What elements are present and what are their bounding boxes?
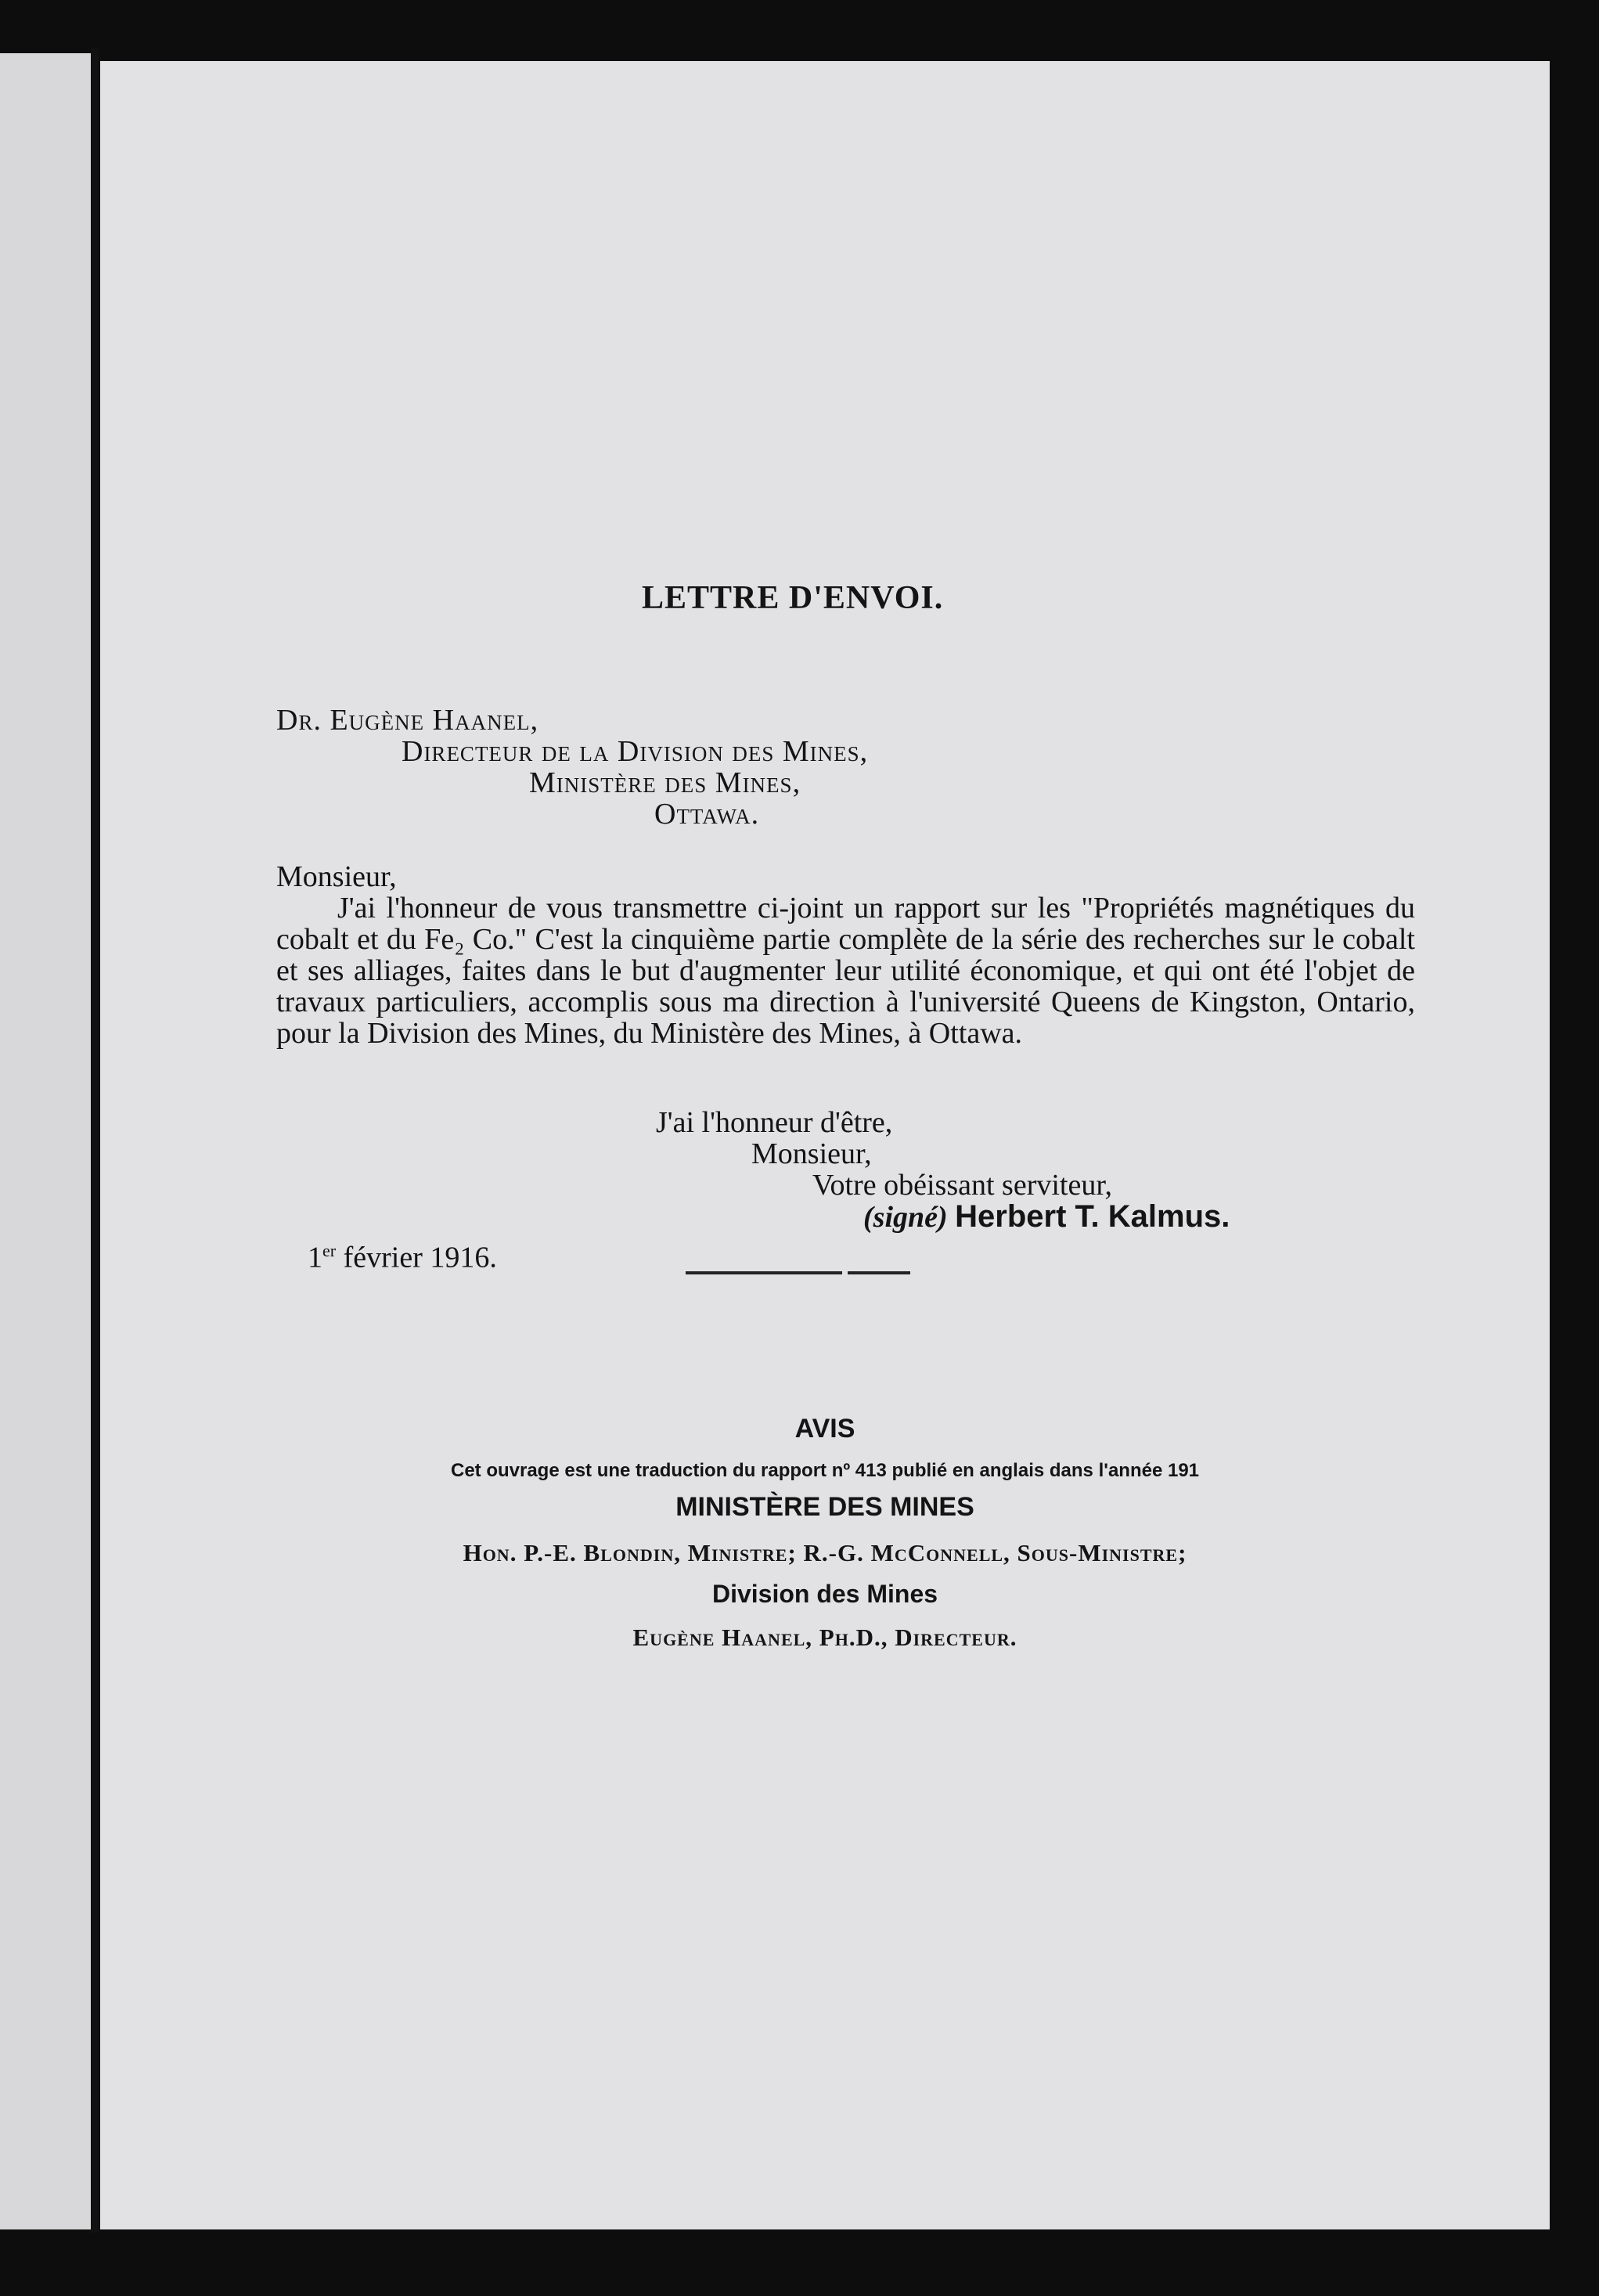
- divider-rule-short: [848, 1271, 910, 1274]
- letter-title: LETTRE D'ENVOI.: [642, 580, 944, 616]
- notice-title: AVIS: [794, 1414, 855, 1444]
- document-page: [100, 61, 1550, 2229]
- closing-line-1: J'ai l'honneur d'être,: [656, 1106, 893, 1139]
- binding-gutter: [91, 49, 99, 2233]
- date-day: 1: [308, 1241, 322, 1274]
- notice-text: Cet ouvrage est une traduction du rapport nº 413 publié en anglais dans l'année 191: [450, 1460, 1200, 1481]
- letter-body: [276, 892, 1415, 1049]
- salutation: Monsieur,: [276, 860, 397, 893]
- date-superscript: er: [322, 1241, 337, 1260]
- date-rest: février 1916.: [336, 1241, 497, 1274]
- signed-label: (signé): [863, 1201, 948, 1234]
- divider-rule: [686, 1271, 842, 1274]
- ministry-officials: Hon. P.-E. Blondin, Ministre; R.-G. McConnell, Sous-Ministre;: [463, 1539, 1187, 1566]
- closing-line-2: Monsieur,: [751, 1137, 872, 1170]
- division-heading: Division des Mines: [711, 1580, 938, 1608]
- closing-line-3: Votre obéissant serviteur,: [812, 1169, 1112, 1202]
- facing-page-edge: [0, 53, 92, 2229]
- division-director: Eugène Haanel, Ph.D., Directeur.: [632, 1624, 1017, 1651]
- letter-date: [308, 1235, 497, 1274]
- recipient-title: Directeur de la Division des Mines,: [402, 735, 869, 768]
- recipient-city: Ottawa.: [654, 798, 760, 831]
- signer-name: Herbert T. Kalmus.: [955, 1199, 1230, 1234]
- signature-line: [863, 1201, 1230, 1233]
- recipient-name: Dr. Eugène Haanel,: [276, 704, 539, 737]
- recipient-ministry: Ministère des Mines,: [529, 766, 801, 799]
- ministry-heading: MINISTÈRE DES MINES: [675, 1492, 974, 1522]
- letter-paragraph: J'ai l'honneur de vous transmettre ci-joint un rapport sur les "Propriétés magnétiques du cobalt et du Fe₂ Co." C'est la cinquième partie complète de la série des recherches sur le cobalt et ses alliages, faites dans le but d'augmenter leur utilité économique, et qui ont été l'objet de travaux particuliers, accomplis sous ma direction à l'université Queens de Kingston, Ontario, pour la Division des Mines, du Ministère des Mines, à Ottawa.: [276, 892, 1415, 1050]
